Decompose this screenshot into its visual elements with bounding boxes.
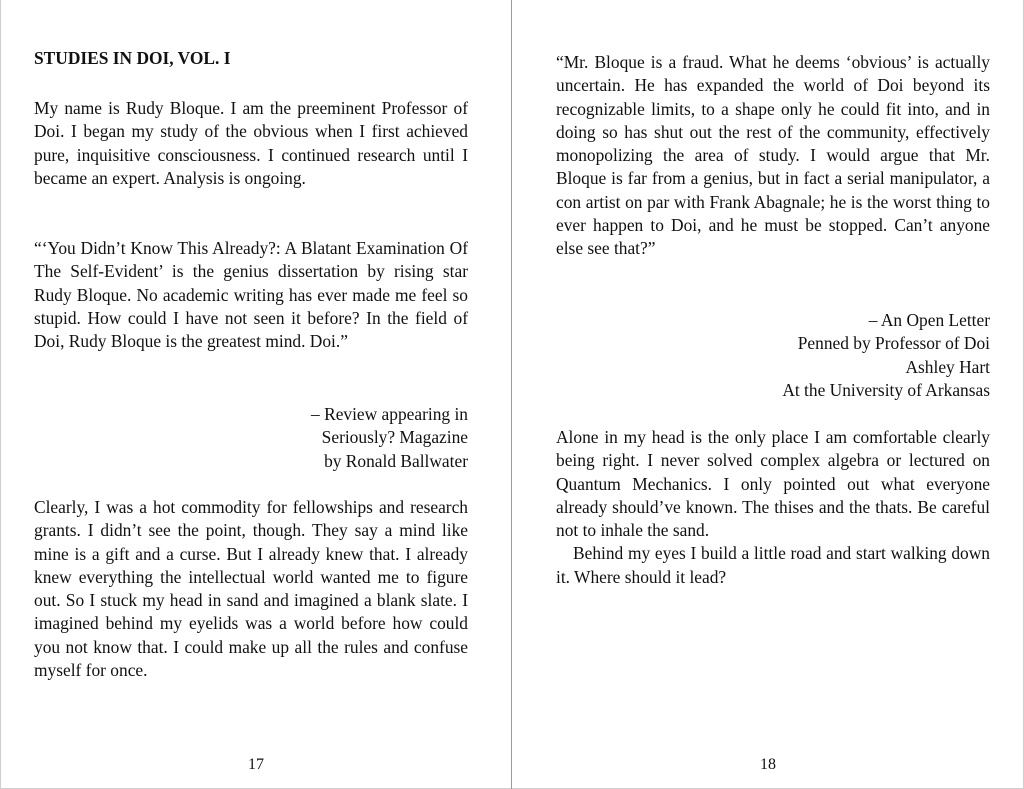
- review-attribution: [34, 403, 468, 473]
- letter-quote-text: “Mr. Bloque is a fraud. What he deems ‘obvious’ is actually uncertain. He has expanded the world of Doi beyond its recognizable limits, to a shape only he could fit into, and in doing so has shut out the rest of the community, effectively monopolizing the area of study. I would argue that Mr. Bloque is far from a genius, but in fact a serial manipulator, a con artist on par with Frank Abagnale; he is the worst thing to ever happen to Doi, and he must be stopped. Can’t anyone else see that?”: [556, 52, 990, 259]
- letter-attribution-line: – An Open Letter: [868, 310, 990, 330]
- review-quote-text: “‘You Didn’t Know This Already?: A Blatant Examination Of The Self-Evident’ is the genius dissertation by rising star Rudy Bloque. No academic writing has ever made me feel so stupid. How could I have not seen it before? In the field of Doi, Rudy Bloque is the greatest mind. Doi.”: [34, 238, 468, 352]
- right-page: [512, 0, 1024, 789]
- closing-paragraph: [34, 496, 468, 682]
- body-paragraph-2: Behind my eyes I build a little road and start walking down it. Where should it lead?: [556, 543, 990, 587]
- review-attribution-line: by Ronald Ballwater: [324, 450, 468, 471]
- page-edge-left: [0, 0, 1, 789]
- letter-attribution-line: At the University of Arkansas: [782, 379, 990, 400]
- letter-quote-block: [556, 51, 990, 261]
- page-number: 18: [760, 756, 776, 773]
- body-paragraphs: [556, 426, 990, 589]
- review-attribution-line: Seriously? Magazine: [321, 427, 468, 448]
- body-paragraph-1: Alone in my head is the only place I am comfortable clearly being right. I never solved complex algebra or lectured on Quantum Mechanics. I only pointed out what everyone already should’ve known. The thises and the thats. Be careful not to inhale the sand.: [556, 427, 990, 541]
- review-attribution-line: – Review appearing in: [311, 404, 468, 424]
- letter-attribution-line: Ashley Hart: [905, 356, 990, 377]
- chapter-title: STUDIES IN DOI, VOL. I: [34, 48, 231, 68]
- closing-text: Clearly, I was a hot commodity for fellowships and research grants. I didn’t see the point, though. They say a mind like mine is a gift and a curse. But I already knew that. I already knew everything the intellectual world wanted me to figure out. So I stuck my head in sand and imagined a blank slate. I imagined behind my eyelids was a world before how could you not know that. I could make up all the rules and confuse myself for once.: [34, 497, 468, 681]
- page-number: 17: [248, 756, 264, 773]
- letter-attribution-line: Penned by Professor of Doi: [797, 333, 990, 354]
- review-quote-block: [34, 237, 468, 353]
- letter-attribution: [556, 309, 990, 402]
- intro-text: My name is Rudy Bloque. I am the preeminent Professor of Doi. I began my study of the obvious when I first achieved pure, inquisitive consciousness. I continued research until I became an expert. Analysis is ongoing.: [34, 98, 468, 188]
- intro-paragraph: [34, 97, 468, 190]
